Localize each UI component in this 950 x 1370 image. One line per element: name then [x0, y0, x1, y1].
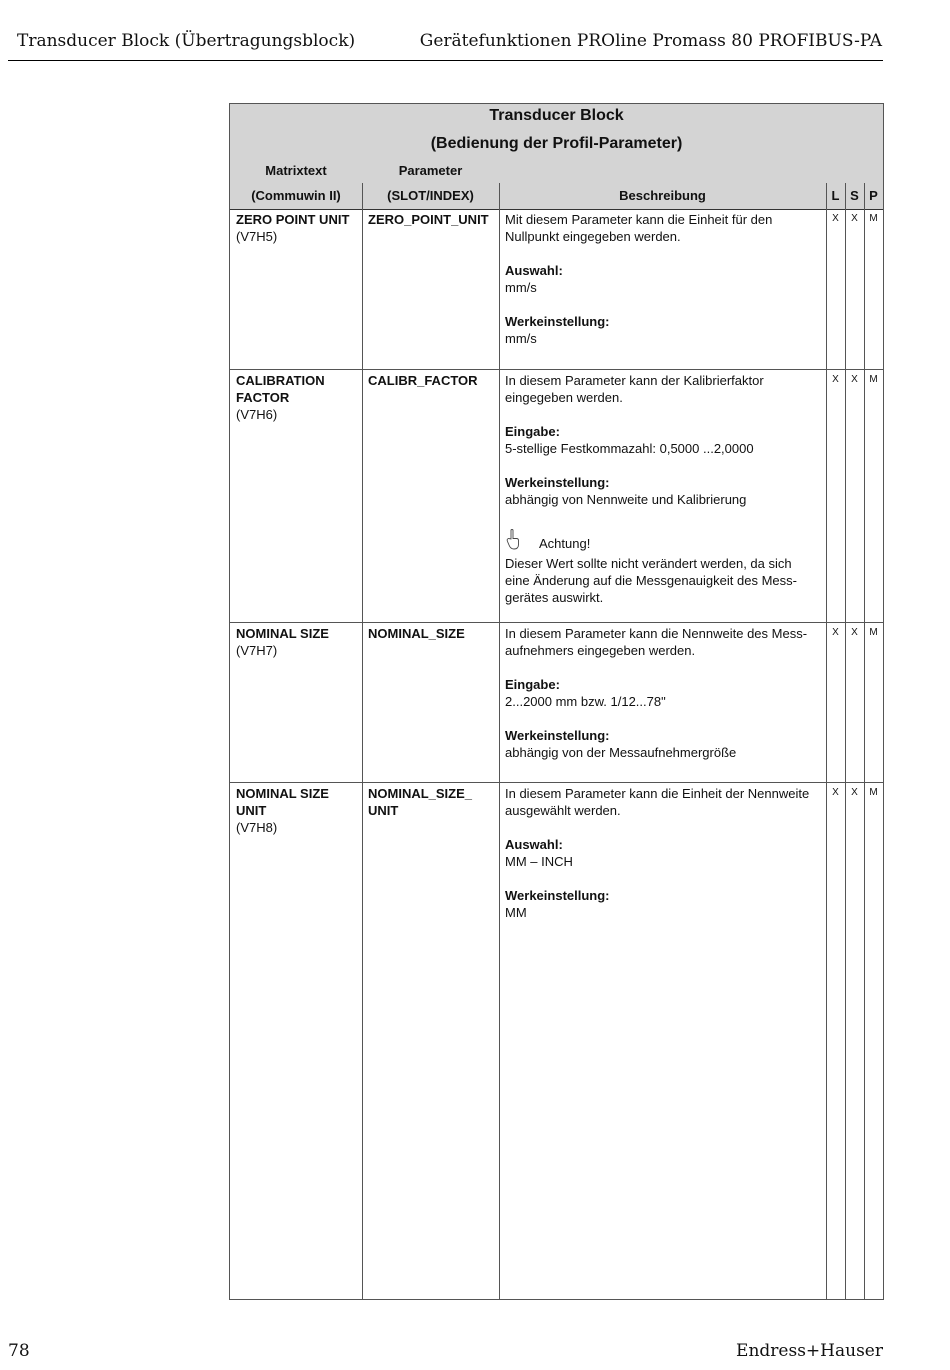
column-divider	[362, 209, 363, 1299]
option-label: Auswahl:	[505, 263, 563, 278]
table-title: Transducer Block	[489, 107, 624, 124]
description	[505, 372, 825, 606]
description-line: aufnehmers eingegeben werden.	[505, 643, 696, 658]
header-divider	[499, 183, 500, 209]
warning-text: eine Änderung auf die Messgenauigkeit des Mess-	[505, 573, 797, 588]
option-value: 5-stellige Festkommazahl: 0,5000 ...2,0000	[505, 441, 754, 456]
parameter-name: NOMINAL_SIZE	[368, 626, 465, 641]
table-header	[230, 104, 883, 210]
description	[505, 211, 825, 347]
matrix-text: NOMINAL SIZE	[236, 626, 329, 641]
parameter-name	[368, 785, 498, 819]
matrix-code: (V7H5)	[236, 229, 278, 244]
flag-s: X	[851, 213, 858, 224]
description-line: Mit diesem Parameter kann die Einheit für den	[505, 212, 773, 227]
flag-l: X	[832, 374, 839, 385]
matrix-code: (V7H7)	[236, 643, 278, 658]
matrix-code: (V7H6)	[236, 407, 278, 422]
warning-label: Achtung!	[539, 536, 591, 551]
description-line: Nullpunkt eingegeben werden.	[505, 229, 681, 244]
flag-s: X	[851, 374, 858, 385]
flag-p: M	[869, 787, 878, 798]
option-label: Auswahl:	[505, 837, 563, 852]
default-value: abhängig von der Messaufnehmergröße	[505, 745, 737, 760]
parameter-name: ZERO_POINT_UNIT	[368, 212, 489, 227]
matrix-text: CALIBRATION	[236, 373, 325, 388]
default-value: abhängig von Nennweite und Kalibrierung	[505, 492, 747, 507]
header-divider	[864, 183, 865, 209]
flag-l: X	[832, 627, 839, 638]
transducer-block-table	[229, 103, 884, 1300]
col-p: P	[869, 188, 878, 203]
flag-s: X	[851, 627, 858, 638]
header-rule	[8, 60, 883, 61]
flag-p: M	[869, 213, 878, 224]
row-divider	[230, 782, 883, 783]
flag-s: X	[851, 787, 858, 798]
description-line: eingegeben werden.	[505, 390, 623, 405]
table-row	[236, 625, 360, 659]
description-line: In diesem Parameter kann die Nennweite des Mess-	[505, 626, 808, 641]
row-divider	[230, 622, 883, 623]
parameter-name: CALIBR_FACTOR	[368, 373, 478, 388]
option-label: Eingabe:	[505, 424, 560, 439]
matrix-text: UNIT	[236, 803, 267, 818]
running-header-left: Transducer Block (Übertragungsblock)	[17, 31, 356, 51]
option-value: 2...2000 mm bzw. 1/12...78"	[505, 694, 666, 709]
col-s: S	[850, 188, 859, 203]
option-label: Eingabe:	[505, 677, 560, 692]
description-line: In diesem Parameter kann der Kalibrierfaktor	[505, 373, 764, 388]
description-line: ausgewählt werden.	[505, 803, 621, 818]
matrix-text: NOMINAL SIZE	[236, 786, 329, 801]
warning-text: Dieser Wert sollte nicht verändert werden, da sich	[505, 556, 792, 571]
default-value: MM	[505, 905, 527, 920]
column-divider	[864, 209, 865, 1299]
table-subtitle: (Bedienung der Profil-Parameter)	[430, 135, 683, 152]
col-l: L	[831, 188, 840, 203]
table-row	[236, 372, 360, 423]
col-matrixtext-bottom: (Commuwin II)	[251, 188, 341, 203]
description-line: In diesem Parameter kann die Einheit der Nennweite	[505, 786, 810, 801]
column-divider	[845, 209, 846, 1299]
running-header-right: Gerätefunktionen PROline Promass 80 PROFIBUS-PA	[419, 31, 882, 51]
option-value: mm/s	[505, 280, 537, 295]
matrix-code: (V7H8)	[236, 820, 278, 835]
header-divider	[845, 183, 846, 209]
default-label: Werkeinstellung:	[505, 888, 610, 903]
default-label: Werkeinstellung:	[505, 475, 610, 490]
col-parameter-bottom: (SLOT/INDEX)	[387, 188, 474, 203]
col-parameter-top: Parameter	[398, 163, 463, 178]
parameter-name-line: UNIT	[368, 803, 399, 818]
col-matrixtext-top: Matrixtext	[265, 163, 327, 178]
description	[505, 785, 825, 921]
default-label: Werkeinstellung:	[505, 314, 610, 329]
row-divider	[230, 369, 883, 370]
header-divider	[362, 183, 363, 209]
default-value: mm/s	[505, 331, 537, 346]
column-divider	[826, 209, 827, 1299]
parameter-name-line: NOMINAL_SIZE_	[368, 786, 473, 801]
flag-p: M	[869, 374, 878, 385]
column-divider	[499, 209, 500, 1299]
table-row	[236, 211, 360, 245]
col-beschreibung: Beschreibung	[619, 188, 706, 203]
default-label: Werkeinstellung:	[505, 728, 610, 743]
matrix-text: FACTOR	[236, 390, 290, 405]
warning-text: gerätes auswirkt.	[505, 590, 604, 605]
table-row	[236, 785, 360, 836]
pointing-hand-icon	[505, 529, 521, 555]
description	[505, 625, 825, 761]
flag-l: X	[832, 787, 839, 798]
matrix-text: ZERO POINT UNIT	[236, 212, 350, 227]
flag-p: M	[869, 627, 878, 638]
brand-name: Endress+Hauser	[736, 1341, 883, 1361]
header-divider	[826, 183, 827, 209]
page-number: 78	[8, 1341, 30, 1361]
flag-l: X	[832, 213, 839, 224]
option-value: MM – INCH	[505, 854, 573, 869]
